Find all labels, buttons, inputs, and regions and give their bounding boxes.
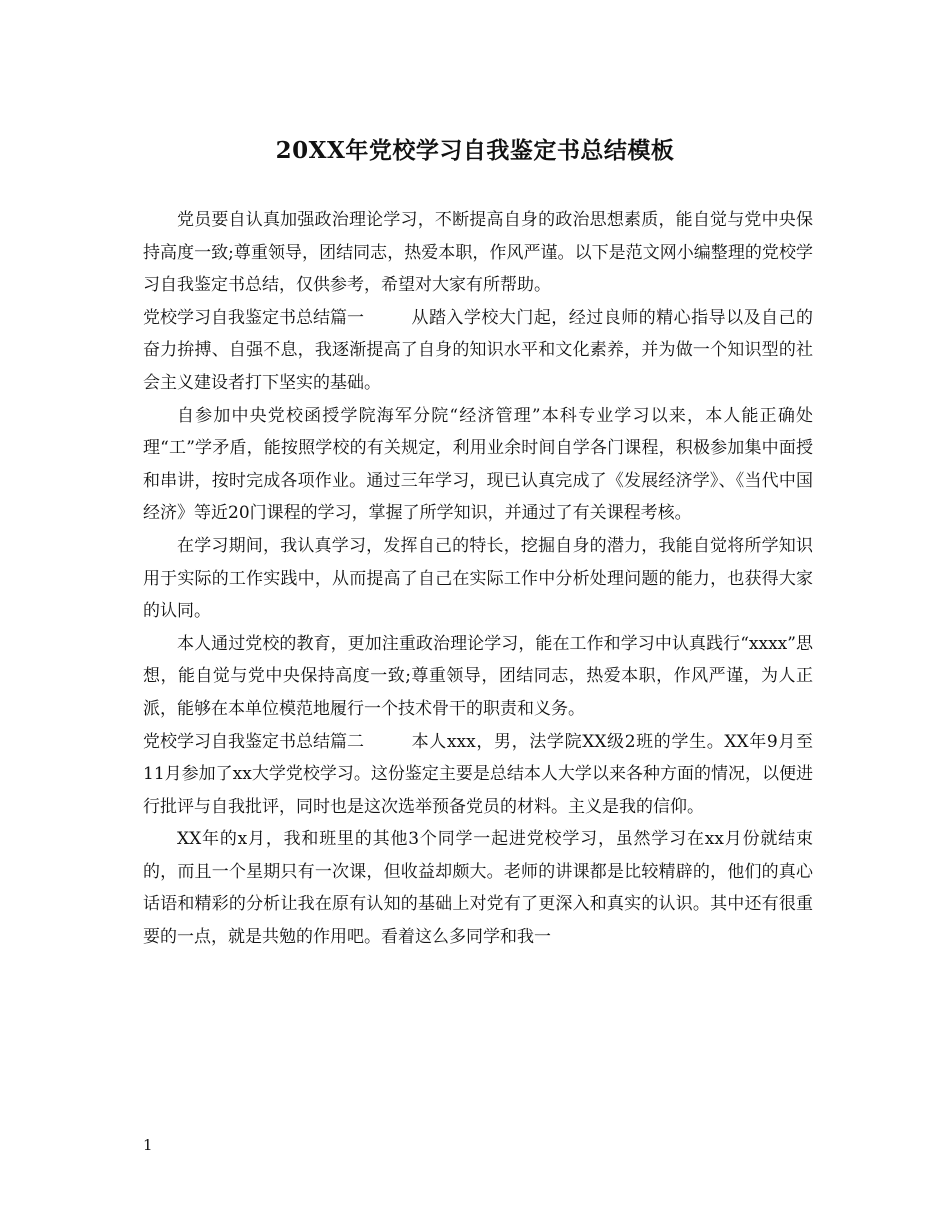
document-title: 20XX年党校学习自我鉴定书总结模板	[275, 137, 675, 164]
section-heading-one: 党校学习自我鉴定书总结篇一	[143, 307, 364, 328]
section-one-paragraph	[143, 302, 813, 400]
body-paragraph: 本人通过党校的教育，更加注重政治理论学习，能在工作和学习中认真践行“xxxx”思想，能自觉与党中央保持高度一致;尊重领导，团结同志，热爱本职，作风严谨，为人正派，能够在本单位模范地履行一个技术骨干的职责和义务。	[143, 633, 813, 719]
intro-paragraph: 党员要自认真加强政治理论学习，不断提高自身的政治思想素质，能自觉与党中央保持高度一致;尊重领导，团结同志，热爱本职，作风严谨。以下是范文网小编整理的党校学习自我鉴定书总结，仅供参考，希望对大家有所帮助。	[143, 210, 813, 296]
section-heading-two: 党校学习自我鉴定书总结篇二	[143, 731, 364, 752]
document-body	[143, 204, 813, 954]
page-number: 1	[143, 1136, 153, 1154]
body-paragraph: XX年的x月，我和班里的其他3个同学一起进党校学习，虽然学习在xx月份就结束的，而且一个星期只有一次课，但收益却颇大。老师的讲课都是比较精辟的，他们的真心话语和精彩的分析让我在原有认知的基础上对党有了更深入和真实的认识。其中还有很重要的一点，就是共勉的作用吧。看着这么多同学和我一	[143, 829, 813, 948]
body-paragraph: 自参加中央党校函授学院海军分院“经济管理”本科专业学习以来，本人能正确处理“工”学矛盾，能按照学校的有关规定，利用业余时间自学各门课程，积极参加集中面授和串讲，按时完成各项作业。通过三年学习，现已认真完成了《发展经济学》、《当代中国经济》等近20门课程的学习，掌握了所学知识，并通过了有关课程考核。	[143, 405, 813, 524]
section-two-text: 本人xxx，男，法学院XX级2班的学生。XX年9月至11月参加了xx大学党校学习。这份鉴定主要是总结本人大学以来各种方面的情况，以便进行批评与自我批评，同时也是这次选举预备党员的材料。主义是我的信仰。	[143, 731, 813, 817]
section-one-text: 从踏入学校大门起，经过良师的精心指导以及自己的奋力拚搏、自强不息，我逐渐提高了自身的知识水平和文化素养，并为做一个知识型的社会主义建设者打下坚实的基础。	[143, 307, 813, 393]
section-two-paragraph	[143, 726, 813, 824]
body-paragraph: 在学习期间，我认真学习，发挥自己的特长，挖掘自身的潜力，我能自觉将所学知识用于实际的工作实践中，从而提高了自己在实际工作中分析处理问题的能力，也获得大家的认同。	[143, 535, 813, 622]
